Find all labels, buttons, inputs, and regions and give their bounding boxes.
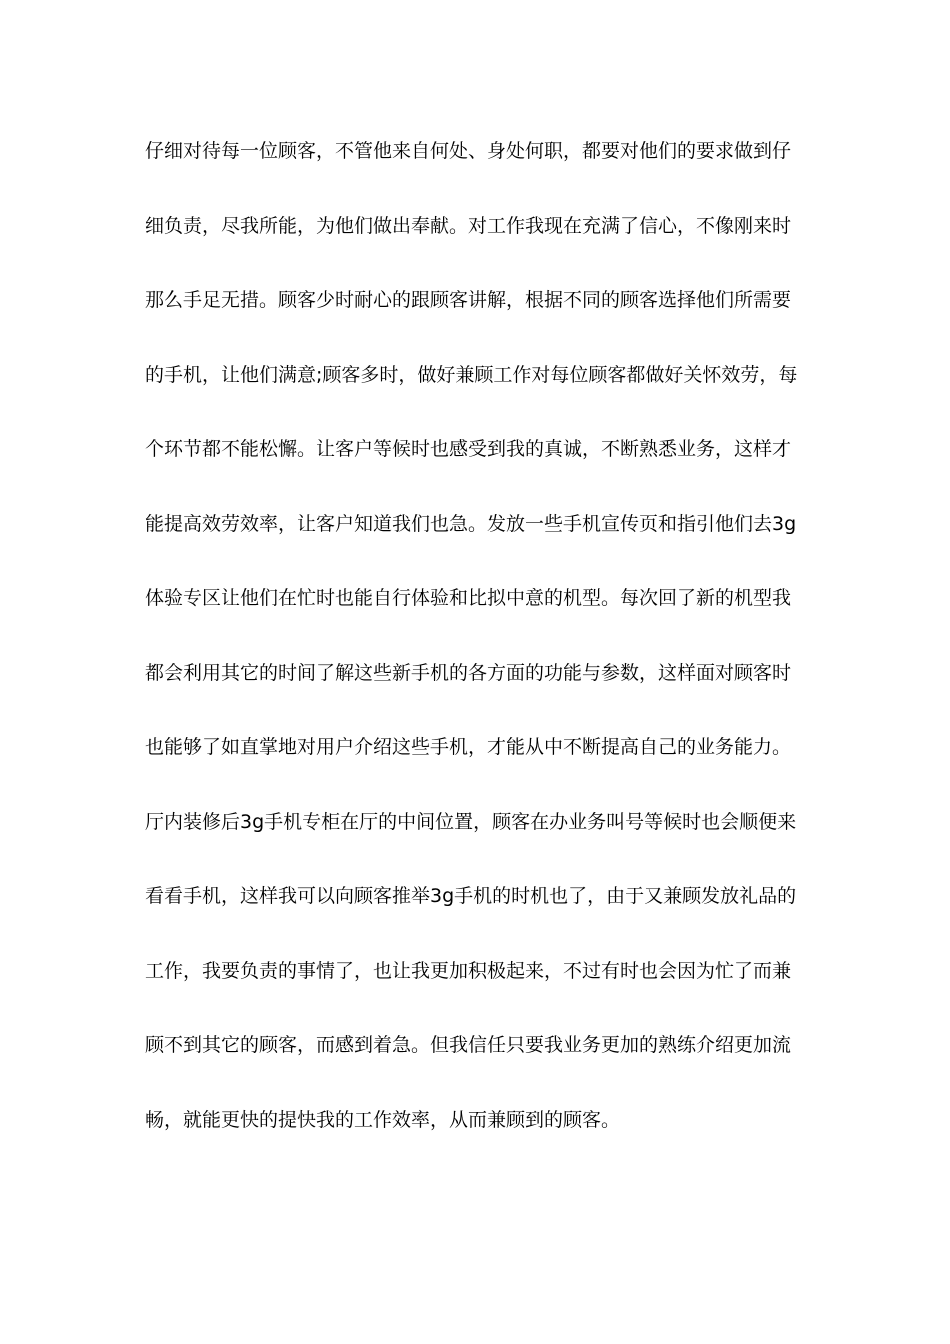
text-line: 也能够了如直掌地对用户介绍这些手机，才能从中不断提高自己的业务能力。: [145, 736, 792, 758]
text-line: 细负责，尽我所能，为他们做出奉献。对工作我现在充满了信心，不像刚来时: [145, 214, 792, 237]
text-line: 个环节都不能松懈。让客户等候时也感受到我的真诚，不断熟悉业务，这样才: [145, 438, 792, 460]
text-line: 顾不到其它的顾客，而感到着急。但我信任只要我业务更加的熟练介绍更加流: [145, 1034, 792, 1056]
text-line: 厅内装修后3g手机专柜在厅的中间位置，顾客在办业务叫号等候时也会顺便来: [145, 810, 797, 833]
text-line: 看看手机，这样我可以向顾客推举3g手机的时机也了，由于又兼顾发放礼品的: [145, 885, 797, 907]
text-line: 那么手足无措。顾客少时耐心的跟顾客讲解，根据不同的顾客选择他们所需要: [145, 289, 792, 311]
text-line: 体验专区让他们在忙时也能自行体验和比拟中意的机型。每次回了新的机型我: [145, 587, 792, 609]
text-line: 工作，我要负责的事情了，也让我更加积极起来，不过有时也会因为忙了而兼: [145, 959, 792, 982]
body-paragraph: [145, 130, 815, 1173]
text-line: 能提高效劳效率，让客户知道我们也急。发放一些手机宣传页和指引他们去3g: [145, 512, 797, 535]
text-line: 都会利用其它的时间了解这些新手机的各方面的功能与参数，这样面对顾客时: [145, 661, 792, 684]
text-line: 仔细对待每一位顾客，不管他来自何处、身处何职，都要对他们的要求做到仔: [145, 140, 792, 162]
text-line: 的手机，让他们满意;顾客多时，做好兼顾工作对每位顾客都做好关怀效劳，每: [145, 363, 798, 386]
text-line: 畅，就能更快的提快我的工作效率，从而兼顾到的顾客。: [145, 1108, 621, 1131]
